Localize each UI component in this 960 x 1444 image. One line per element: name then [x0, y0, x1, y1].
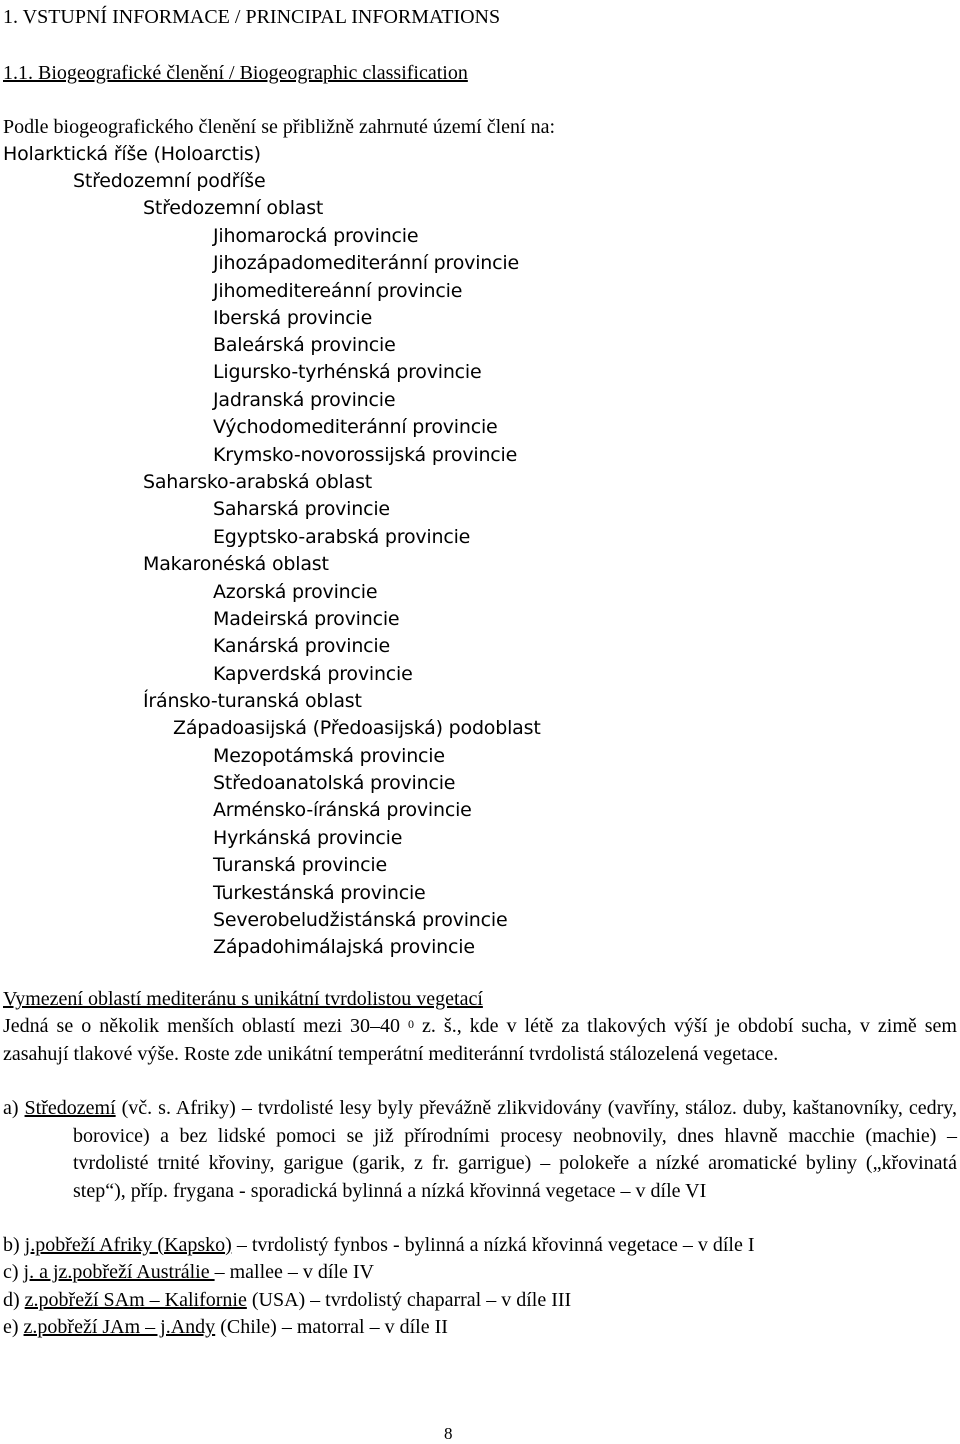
list-item-c: [3, 1259, 374, 1286]
tree-item: Jihozápadomediteránní provincie: [213, 252, 519, 274]
tree-item: Kapverdská provincie: [213, 663, 413, 685]
intro-paragraph: [3, 1013, 957, 1068]
tree-item: Středozemní oblast: [143, 197, 324, 219]
tree-item: Hyrkánská provincie: [213, 827, 403, 849]
tree-item: Středoanatolská provincie: [213, 772, 456, 794]
intro-text: Podle biogeografického členění se přibližně zahrnuté území člení na:: [3, 116, 556, 138]
tree-item: Makaronéská oblast: [143, 553, 329, 575]
region-link-kalifornie[interactable]: z.pobřeží SAm – Kalifornie: [24, 1289, 247, 1311]
list-item-a: [3, 1095, 957, 1205]
tree-item: Středozemní podříše: [73, 170, 266, 192]
item-description: (Chile) – matorral – v díle II: [215, 1316, 448, 1338]
item-prefix: e): [3, 1316, 24, 1338]
tree-item: Jihomeditereánní provincie: [213, 280, 463, 302]
region-link-kapsko[interactable]: j.pobřeží Afriky (Kapsko): [24, 1234, 232, 1256]
tree-item: Krymsko-novorossijská provincie: [213, 444, 518, 466]
list-item-b: [3, 1232, 754, 1259]
tree-item: Východomediteránní provincie: [213, 416, 498, 438]
tree-item: Jihomarocká provincie: [213, 225, 419, 247]
page-number: 8: [444, 1424, 453, 1443]
item-prefix: c): [3, 1261, 24, 1283]
tree-item: Západohimálajská provincie: [213, 936, 475, 958]
tree-item: Turkestánská provincie: [213, 882, 426, 904]
item-description: – tvrdolistý fynbos - bylinná a nízká křovinná vegetace – v díle I: [231, 1234, 755, 1256]
list-item-e: [3, 1314, 448, 1341]
tree-item: Arménsko-íránská provincie: [213, 799, 472, 821]
tree-item: Turanská provincie: [213, 854, 387, 876]
heading-biogeographic-classification: 1.1. Biogeografické členění / Biogeographic classification: [3, 62, 468, 84]
tree-item: Holarktická říše (Holoarctis): [3, 143, 261, 165]
list-item-d: [3, 1287, 571, 1314]
tree-item: Severobeludžistánská provincie: [213, 909, 508, 931]
tree-item: Madeirská provincie: [213, 608, 400, 630]
paragraph-text: Jedná se o několik menších oblastí mezi 30–40: [3, 1015, 409, 1037]
region-link-stredozemi[interactable]: Středozemí: [24, 1097, 116, 1119]
tree-item: Kanárská provincie: [213, 635, 390, 657]
tree-item: Mezopotámská provincie: [213, 745, 445, 767]
tree-item: Západoasijská (Předoasijská) podoblast: [173, 717, 541, 739]
item-description: (USA) – tvrdolistý chaparral – v díle III: [246, 1289, 572, 1311]
degree-superscript: 0: [408, 1017, 415, 1031]
section-title: Vymezení oblastí mediteránu s unikátní tvrdolistou vegetací: [3, 988, 483, 1010]
tree-item: Íránsko-turanská oblast: [143, 690, 362, 712]
item-description: – mallee – v díle IV: [214, 1261, 374, 1283]
tree-item: Egyptsko-arabská provincie: [213, 526, 471, 548]
item-prefix: d): [3, 1289, 25, 1311]
item-prefix: b): [3, 1234, 25, 1256]
tree-item: Jadranská provincie: [213, 389, 396, 411]
tree-item: Azorská provincie: [213, 581, 378, 603]
heading-principal-informations: 1. VSTUPNÍ INFORMACE / PRINCIPAL INFORMATIONS: [3, 6, 501, 28]
region-link-chile[interactable]: z.pobřeží JAm – j.Andy: [23, 1316, 216, 1338]
tree-item: Ligursko-tyrhénská provincie: [213, 361, 482, 383]
tree-item: Iberská provincie: [213, 307, 373, 329]
item-prefix: a): [3, 1097, 25, 1119]
tree-item: Baleárská provincie: [213, 334, 396, 356]
paragraph-text-cont: z. š., kde v létě za tlakových výší je období sucha, v zimě sem zasahují tlakové výše. Roste zde unikátní temperátní mediteránní tvrdolistá stálozelená vegetace.: [3, 1015, 957, 1065]
tree-item: Saharsko-arabská oblast: [143, 471, 373, 493]
item-description: (vč. s. Afriky) – tvrdolisté lesy byly převážně zlikvidovány (vavříny, stáloz. duby, kaštanovníky, cedry, borovice) a bez lidské pomoci se již přírodními procesy neobnovily, dnes hlavně macchie (machie) – tvrdolisté trnité křoviny, garigue (garik, z fr. garrigue) – polokeře a nízké aromatické byliny („křovinatá step“), příp. frygana - sporadická bylinná a nízká křovinná vegetace – v díle VI: [73, 1097, 957, 1202]
region-link-australie[interactable]: j. a jz.pobřeží Austrálie: [23, 1261, 215, 1283]
tree-item: Saharská provincie: [213, 498, 390, 520]
